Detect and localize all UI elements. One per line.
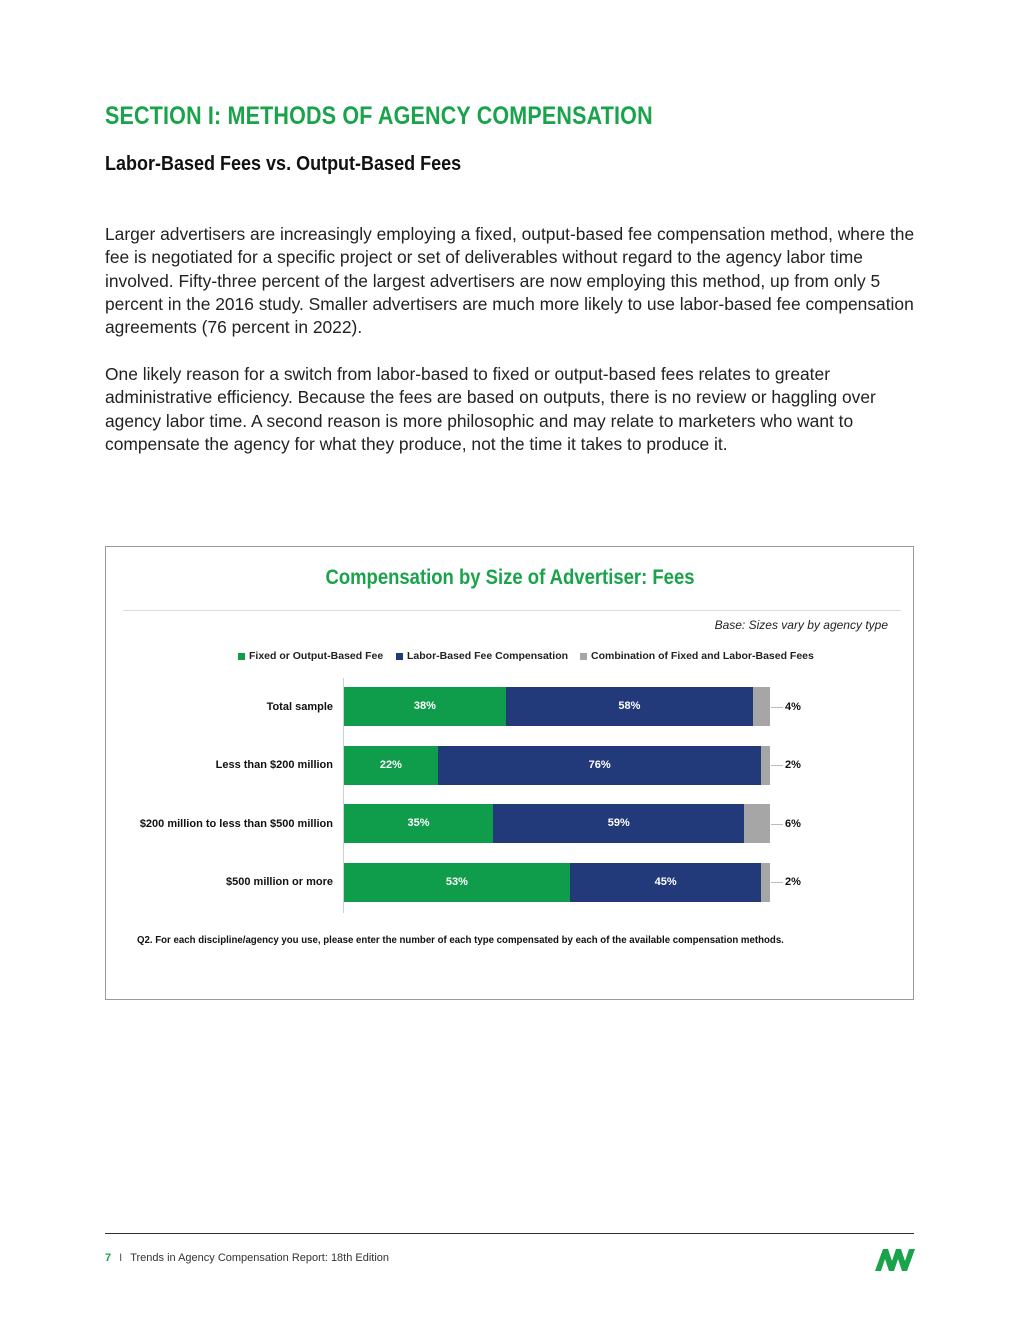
category-label: $500 million or more (226, 876, 333, 888)
category-label: Less than $200 million (215, 759, 333, 771)
legend-item-labor (396, 649, 568, 663)
page-footer (105, 1252, 389, 1264)
legend-label-fixed: Fixed or Output-Based Fee (249, 650, 384, 662)
chart-footnote: Q2. For each discipline/agency you use, please enter the number of each type compensated by each of the available compensation methods. (137, 934, 784, 946)
bar-value-label: 45% (654, 875, 677, 888)
body-paragraph-2: One likely reason for a switch from labor-based to fixed or output-based fees relates to greater administrative efficiency. Because the fees are based on outputs, there is no review or haggling over agency labor time. A second reason is more philosophic and may relate to marketers who want to compensate the agency for what they produce, not the time it takes to produce it. (105, 364, 876, 454)
bar-segment-combination (753, 687, 770, 726)
footer-divider (105, 1233, 914, 1234)
bar-value-label: 22% (379, 758, 402, 771)
chart-title: Compensation by Size of Advertiser: Fees (325, 566, 695, 589)
legend-swatch-labor (396, 653, 403, 660)
bar-value-label: 2% (785, 876, 801, 888)
legend-label-combination: Combination of Fixed and Labor-Based Fees (591, 650, 814, 662)
bar-segment-combination (761, 863, 770, 902)
bar-value-label: 6% (785, 817, 801, 830)
category-label: Total sample (266, 700, 333, 713)
legend-swatch-fixed (238, 653, 245, 660)
body-paragraph-1: Larger advertisers are increasingly employing a fixed, output-based fee compensation method, where the fee is negotiated for a specific project or set of deliverables without regard to the agency labor time involved. Fifty-three percent of the largest advertisers are now employing this method, up from only 5 percent in the 2016 study. Smaller advertisers are much more likely to use labor-based fee compensation agreements (76 percent in 2022). (105, 224, 915, 338)
bar-value-label: 2% (785, 759, 801, 771)
ana-logo (873, 1245, 917, 1273)
leader-line (771, 707, 783, 708)
chart-base-note: Base: Sizes vary by agency type (714, 618, 888, 632)
category-label: $200 million to less than $500 million (139, 817, 333, 830)
bar-value-label: 59% (607, 817, 630, 829)
footer-separator: I (119, 1252, 123, 1264)
leader-line (771, 882, 783, 883)
bar-segment-combination (744, 804, 770, 843)
bar-value-label: 76% (588, 758, 611, 771)
bar-value-label: 53% (445, 875, 468, 888)
leader-line (771, 824, 783, 825)
bar-value-label: 38% (413, 700, 436, 712)
chart-title-divider (123, 610, 901, 611)
legend-item-combination (580, 649, 814, 663)
bar-segment-combination (761, 746, 770, 785)
bar-value-label: 4% (785, 700, 801, 713)
ana-logo-mark (875, 1249, 915, 1271)
section-title: SECTION I: METHODS OF AGENCY COMPENSATION (105, 102, 653, 130)
section-subtitle: Labor-Based Fees vs. Output-Based Fees (105, 153, 462, 175)
bar-value-label: 35% (407, 817, 430, 829)
bar-value-label: 58% (618, 700, 641, 712)
page-number: 7 (105, 1252, 112, 1264)
legend-swatch-combination (580, 653, 587, 660)
leader-line (771, 765, 783, 766)
legend-label-labor: Labor-Based Fee Compensation (407, 650, 569, 662)
report-title: Trends in Agency Compensation Report: 18th Edition (130, 1252, 390, 1264)
legend-item-fixed (238, 649, 383, 663)
